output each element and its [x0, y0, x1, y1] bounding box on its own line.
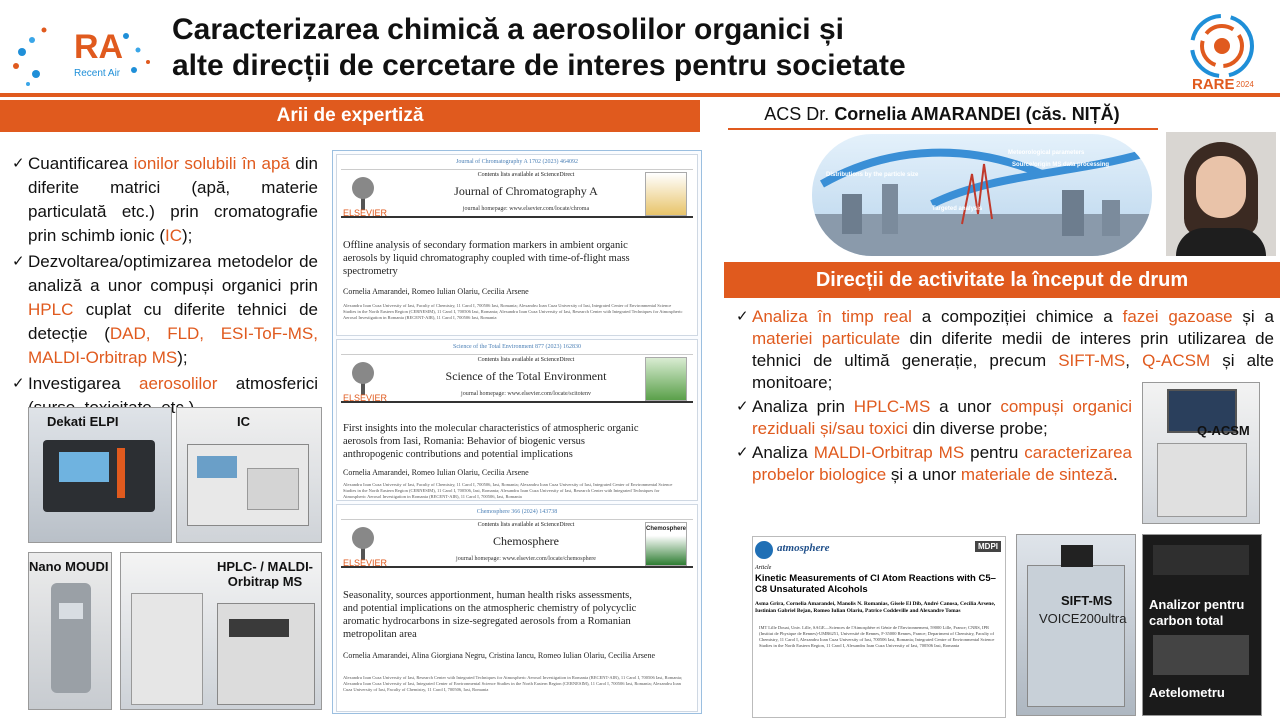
ic-photo — [176, 407, 322, 543]
highlighted-text: DAD, FLD, ESI-ToF-MS, MALDI-Orbitrap MS — [28, 324, 318, 367]
expertise-heading: Arii de expertiză — [0, 100, 700, 132]
highlighted-text: Analiza în timp real — [752, 307, 912, 326]
paper-0-cover — [645, 172, 687, 216]
aethalometer-label: Aetelometru — [1149, 685, 1225, 700]
expertise-bullet — [12, 152, 318, 248]
highlighted-text: caracterizarea probelor biologice — [752, 443, 1133, 484]
bullet-text: Cuantificarea — [28, 154, 134, 173]
atm-title: Kinetic Measurements of Cl Atom Reactions with C5–C8 Unsaturated Alcohols — [755, 573, 996, 595]
elsevier-tree-icon — [345, 176, 381, 210]
directions-list — [736, 306, 1275, 488]
paper-2-contents: Contents lists available at ScienceDirect — [477, 522, 575, 528]
checkmark-icon: ✓ — [736, 398, 749, 415]
paper-2-cover-label: Chemosphere — [646, 526, 687, 532]
paper-2-elsevier: ELSEVIER — [343, 558, 388, 568]
elsevier-tree-icon — [345, 526, 381, 560]
dekati-label: Dekati ELPI — [47, 414, 119, 429]
highlighted-text: materiale de sinteză — [960, 465, 1113, 484]
paper-0-banner — [341, 169, 693, 218]
header-divider — [0, 93, 1280, 97]
diagram-label-0: Distributions by the particle size — [826, 172, 919, 178]
paper-1-cover — [645, 357, 687, 401]
sift-brand: VOICE200ultra — [1039, 611, 1127, 626]
bullet-text: și alte monitoare; — [752, 351, 1274, 392]
ic-label: IC — [237, 414, 250, 429]
publications-panel — [332, 150, 702, 714]
paper-0-contents: Contents lists available at ScienceDirect — [477, 172, 575, 178]
dekati-elpi-photo — [28, 407, 172, 543]
paper-0-title: Offline analysis of secondary formation markers in ambient organic aerosols by liquid chromatography coupled with time-of-flight mass spectrometry — [343, 240, 630, 277]
paper-1-elsevier: ELSEVIER — [343, 393, 388, 403]
direction-bullet — [736, 306, 1274, 394]
highlighted-text: IC — [165, 226, 182, 245]
bullet-text: și a unor — [886, 465, 961, 484]
bullet-text: a unor — [930, 397, 1001, 416]
bullet-text: a compoziției chimice a — [911, 307, 1123, 326]
paper-1-title: First insights into the molecular characteristics of atmospheric organic aerosols from Iasi, Romania: Behavior of biogenic versus anthropogenic contributions and potential implications — [343, 423, 639, 460]
carbon-label: Analizor pentru carbon total — [1149, 597, 1245, 628]
highlighted-text: compuși organici reziduali și/sau toxici — [752, 397, 1133, 438]
logo-ra-subtitle: Recent Air — [74, 68, 121, 79]
paper-2-homepage: journal homepage: www.elsevier.com/locate/chemosphere — [456, 556, 596, 562]
sift-ms-label: SIFT-MS — [1061, 593, 1113, 608]
highlighted-text: aerosolilor — [138, 374, 218, 393]
bullet-text: cuplat cu diferite tehnici de detecție ( — [28, 300, 318, 343]
checkmark-icon: ✓ — [736, 444, 749, 461]
bullet-text: din diferite medii de interes prin utilizarea de tehnici de ultimă generație, precum — [752, 329, 1275, 370]
q-acsm-label: Q-ACSM — [1197, 423, 1250, 438]
moudi-label: Nano MOUDI — [29, 559, 109, 574]
bullet-text: ); — [182, 226, 193, 245]
atm-publisher: MDPI — [975, 541, 1001, 552]
rare-logo — [1172, 8, 1272, 98]
paper-0-affiliations: Alexandru Ioan Cuza University of Iasi, Faculty of Chemistry, 11 Carol I, 700506 Iasi, Romania; Alexandru Ioan Cuza University of Iasi, Integrated Center of Environmental Science Studies in the North Eastern Region (CERNESIM), 11 Carol I, 700506 Iasi, Romania; Alexandru Ioan Cuza University of Iasi, Research Center with Integrated Techniques for Atmospheric Aerosol Investigation in Romania (RECENT-AIR), 11 Carol I, 700506 Iasi, Romania — [343, 303, 683, 320]
logo-rare-text: RARE — [1192, 76, 1235, 93]
hplc-photo — [120, 552, 322, 710]
paper-2-journal: Chemosphere — [493, 534, 559, 548]
bullet-text: . — [1113, 465, 1118, 484]
paper-1-affiliations: Alexandru Ioan Cuza University of Iasi, Faculty of Chemistry, 11 Carol I, 700506, Iasi, Romania; Alexandru Ioan Cuza University of Iasi, Integrated Center of Environmental Science Studies in the North Eastern Region (CERNESIM), 11 Carol I, 700506, Iasi, Romania; Alexandru Ioan Cuza University of Iasi, Research Center with Integrated Techniques for Atmospheric Aerosol Investigation in Romania (RECENT-AIR), 11 Carol I, 700506, Iasi, Romania — [343, 482, 673, 499]
highlighted-text: HPLC-MS — [853, 397, 931, 416]
directions-heading: Direcții de activitate la început de drum — [724, 262, 1280, 298]
checkmark-icon: ✓ — [12, 253, 25, 270]
atm-type: Article — [755, 565, 772, 571]
atmosphere-logo-icon — [755, 541, 773, 559]
paper-chromatography[interactable] — [336, 154, 698, 336]
paper-1-homepage: journal homepage: www.elsevier.com/locate/scitotenv — [461, 391, 591, 397]
diagram-label-2: Source/origin MS data processing — [1012, 162, 1110, 168]
bullet-text: , — [1125, 351, 1143, 370]
paper-1-journal: Science of the Total Environment — [445, 369, 607, 383]
title-line-2: alte direcții de cercetare de interes pentru societate — [172, 49, 906, 82]
page-title — [172, 12, 1032, 84]
paper-1-banner — [341, 354, 693, 403]
paper-2-banner — [341, 519, 693, 568]
q-acsm-photo — [1142, 382, 1260, 524]
paper-atmosphere[interactable] — [752, 536, 1006, 718]
researcher-prefix: ACS Dr. — [764, 104, 835, 124]
paper-2-citation: Chemosphere 366 (2024) 143738 — [476, 509, 558, 515]
bullet-text: și a — [1232, 307, 1274, 326]
researcher-fullname: Cornelia AMARANDEI (căs. NIȚĂ) — [834, 104, 1120, 124]
direction-bullet — [736, 396, 1132, 440]
highlighted-text: MALDI-Orbitrap MS — [813, 443, 965, 462]
sift-ms-photo — [1016, 534, 1136, 716]
atm-affiliations: IMT Lille Douai, Univ. Lille, SAGE—Sciences de l'Atmosphère et Génie de l'Environnement, 59000 Lille, France; CNRS, IPR (Institut de Physique de Rennes)-UMR6251, Université de Rennes, F-35000 Rennes, France; Department of Chemistry, Faculty of Chemistry, 11 Carol I, Alexandru Ioan Cuza University of Iasi, 700506 Iasi, Romania; Integrated Centre of Environmental Science Studies in the North Eastern Region, 11 Carol I, Alexandru Ioan Cuza University of Iasi, 700506 Iasi, Romania — [759, 625, 995, 648]
carbon-analyzer-photo — [1142, 534, 1262, 716]
paper-total-environment[interactable] — [336, 339, 698, 501]
bullet-text: din diverse probe; — [907, 419, 1048, 438]
paper-0-citation: Journal of Chromatography A 1702 (2023) 464092 — [456, 159, 578, 165]
highlighted-text: SIFT-MS — [1058, 351, 1126, 370]
paper-2-title: Seasonality, sources apportionment, human health risks assessments, and potential implications on the atmospheric chemistry of polycyclic aromatic hydrocarbons in size-segregated aerosols from a Romanian metropolitan area — [343, 590, 637, 640]
paper-chemosphere[interactable] — [336, 504, 698, 712]
paper-1-contents: Contents lists available at ScienceDirect — [477, 357, 575, 363]
paper-2-authors: Cornelia Amarandei, Alina Giorgiana Negru, Cristina Iancu, Romeo Iulian Olariu, Cecilia Arsene — [343, 651, 655, 660]
bullet-text: Dezvoltarea/optimizarea metodelor de analiză a unor compuși organici prin — [28, 252, 318, 295]
researcher-portrait — [1166, 132, 1276, 256]
hplc-label: HPLC- / MALDI-Orbitrap MS — [216, 559, 314, 589]
paper-1-authors: Cornelia Amarandei, Romeo Iulian Olariu, Cecilia Arsene — [343, 468, 529, 477]
elsevier-tree-icon — [345, 361, 381, 395]
checkmark-icon: ✓ — [736, 308, 749, 325]
recent-air-logo — [8, 22, 158, 92]
bullet-text: Analiza — [752, 443, 814, 462]
title-line-1: Caracterizarea chimică a aerosolilor organici și — [172, 13, 844, 46]
bullet-text: pentru — [964, 443, 1025, 462]
logo-rare-year: 2024 — [1236, 80, 1254, 89]
highlighted-text: ionilor solubili în apă — [133, 154, 290, 173]
name-underline — [728, 128, 1158, 130]
highlighted-text: HPLC — [28, 300, 74, 319]
checkmark-icon: ✓ — [12, 375, 25, 392]
atm-journal: atmosphere — [777, 542, 830, 554]
diagram-label-1: Meteorological parameters — [1008, 150, 1085, 156]
bullet-text: Analiza prin — [752, 397, 854, 416]
research-diagram — [812, 134, 1152, 256]
research-diagram-graphic — [812, 134, 1152, 256]
highlighted-text: materiei particulate — [752, 329, 901, 348]
expertise-bullet — [12, 250, 318, 370]
bullet-text: ); — [177, 348, 188, 367]
paper-0-authors: Cornelia Amarandei, Romeo Iulian Olariu, Cecilia Arsene — [343, 287, 529, 296]
bullet-text: din diferite matrici (apă, materie particulată etc.) prin cromatografie prin schimb ionic ( — [28, 154, 318, 245]
logo-ra-text: RA — [74, 28, 124, 66]
paper-1-citation: Science of the Total Environment 877 (2023) 162830 — [453, 344, 581, 350]
researcher-name — [722, 104, 1162, 125]
paper-2-affiliations: Alexandru Ioan Cuza University of Iasi, Research Center with Integrated Techniques for Atmospheric Aerosol Investigation in Romania (RECENT-AIR), 11 Carol I, 700506 Iasi, Romania; Alexandru Ioan Cuza University of Iasi, Integrated Center of Environmental Science Studies in the North Eastern Region (CERNESIM), 11 Carol I, 700506 Iasi, Romania; Alexandru Ioan Cuza University of Iasi, Faculty of Chemistry, 11 Carol I, 700506, Iasi, Romania — [343, 675, 683, 692]
paper-2-cover — [645, 522, 687, 566]
bullet-text: Investigarea — [28, 374, 139, 393]
highlighted-text: Q-ACSM — [1142, 351, 1211, 370]
highlighted-text: fazei gazoase — [1122, 307, 1233, 326]
direction-bullet — [736, 442, 1132, 486]
paper-0-homepage: journal homepage: www.elsevier.com/locate/chroma — [462, 206, 590, 212]
diagram-label-3: Targeted analysis — [932, 206, 983, 212]
paper-0-journal: Journal of Chromatography A — [454, 184, 598, 198]
bullet-text: atmosferici — [235, 374, 318, 393]
paper-0-elsevier: ELSEVIER — [343, 208, 388, 218]
nano-moudi-photo — [28, 552, 112, 710]
atm-authors: Asma Grira, Cornelia Amarandei, Manolis N. Romanias, Gisele El Dib, André Canosa, Cecilia Arsene, Iustinian Gabriel Bejan, Romeo Iulian Olariu, Patrice Coddeville and Alexandre Tomas — [755, 601, 996, 614]
expertise-list — [12, 152, 318, 422]
checkmark-icon: ✓ — [12, 155, 25, 172]
